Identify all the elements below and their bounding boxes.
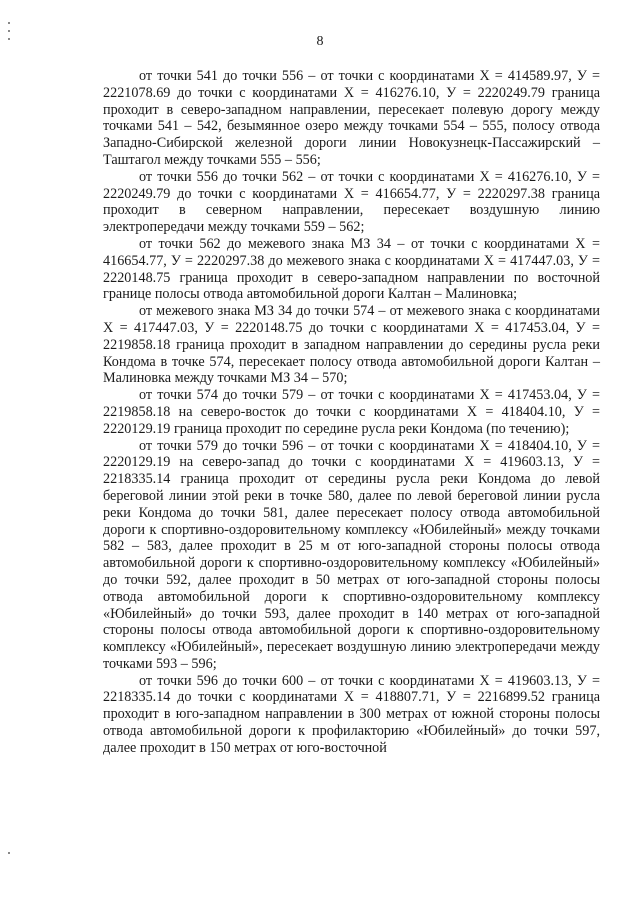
scan-artifact-mark xyxy=(8,30,10,32)
scan-artifact-mark xyxy=(8,22,10,24)
paragraph: от межевого знака МЗ 34 до точки 574 – от межевого знака с координатами Х = 417447.03, У = 2220148.75 до точки с координатами Х = 417453.04, У = 2219858.18 граница проходит в западном направлении до середины русла реки Кондома в точке 574, пересекает полосу отвода автомобильной дороги Калтан – Малиновка между точками МЗ 34 – 570; xyxy=(103,303,600,387)
scan-artifact-mark xyxy=(8,852,10,854)
paragraph: от точки 596 до точки 600 – от точки с координатами Х = 419603.13, У = 2218335.14 до точки с координатами Х = 418807.71, У = 2216899.52 граница проходит в юго-западном направлении в 300 метрах от южной стороны полосы отвода автомобильной дороги к профилакторию «Юбилейный» до точки 597, далее проходит в 150 метрах от юго-восточной xyxy=(103,672,600,756)
paragraph: от точки 579 до точки 596 – от точки с координатами Х = 418404.10, У = 2220129.19 на северо-запад до точки с координатами Х = 419603.13, У = 2218335.14 граница проходит от середины русла реки Кондома до левой береговой линии этой реки в точке 580, далее по левой береговой линии русла реки Кондома до точки 581, далее пересекает полосу отвода автомобильной дороги к спортивно-оздоровительному комплексу «Юбилейный» между точками 582 – 583, далее проходит в 25 м от юго-западной стороны полосы отвода автомобильной дороги к спортивно-оздоровительному комплексу «Юбилейный» до точки 592, далее проходит в 50 метрах от юго-западной стороны полосы отвода автомобильной дороги к спортивно-оздоровительному комплексу «Юбилейный» до точки 593, далее проходит в 140 метрах от юго-западной стороны полосы отвода автомобильной дороги к спортивно-оздоровительному комплексу «Юбилейный», пересекает воздушную линию электропередачи между точками 593 – 596; xyxy=(103,437,600,672)
document-body xyxy=(103,68,600,757)
paragraph: от точки 562 до межевого знака МЗ 34 – от точки с координатами Х = 416654.77, У = 2220297.38 до межевого знака с координатами Х = 417447.03, У = 2220148.75 граница проходит в северо-западном направлении по восточной границе полосы отвода автомобильной дороги Калтан – Малиновка; xyxy=(103,235,600,303)
paragraph: от точки 574 до точки 579 – от точки с координатами Х = 417453.04, У = 2219858.18 на северо-восток до точки с координатами Х = 418404.10, У = 2220129.19 граница проходит по середине русла реки Кондома (по течению); xyxy=(103,387,600,437)
paragraph: от точки 541 до точки 556 – от точки с координатами Х = 414589.97, У = 2221078.69 до точки с координатами Х = 416276.10, У = 2220249.79 граница проходит в северо-западном направлении, пересекает полевую дорогу между точками 541 – 542, безымянное озеро между точками 554 – 555, полосу отвода Западно-Сибирской железной дороги линии Новокузнецк-Пассажирский – Таштагол между точками 555 – 556; xyxy=(103,68,600,168)
page-number: 8 xyxy=(316,34,324,49)
paragraph: от точки 556 до точки 562 – от точки с координатами Х = 416276.10, У = 2220249.79 до точки с координатами Х = 416654.77, У = 2220297.38 граница проходит в северном направлении, пересекает воздушную линию электропередачи между точками 559 – 562; xyxy=(103,168,600,236)
